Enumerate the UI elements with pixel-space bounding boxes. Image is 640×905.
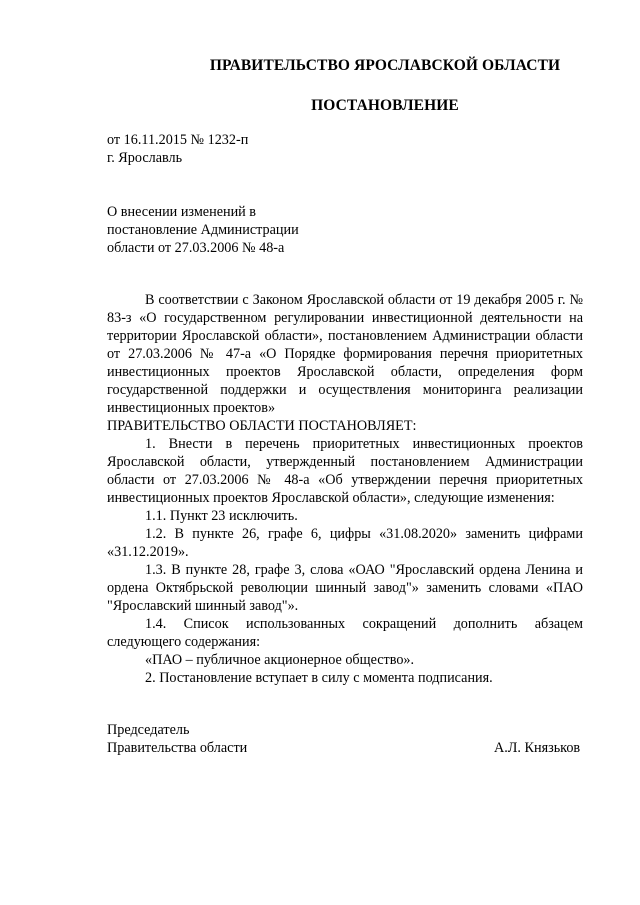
item-1-4: 1.4. Список использованных сокращений дополнить абзацем следующего содержания: [107,616,583,650]
government-heading: ПРАВИТЕЛЬСТВО ЯРОСЛАВСКОЙ ОБЛАСТИ [209,57,561,74]
item-1-1: 1.1. Пункт 23 исключить. [145,508,298,524]
signature-title-line-2: Правительства области [107,740,248,756]
subject-line-2: постановление Администрации [107,222,299,238]
subject-line-1: О внесении изменений в [107,204,257,220]
subject-line-3: области от 27.03.2006 № 48-а [107,240,285,256]
city: г. Ярославль [107,150,183,166]
preamble-paragraph: В соответствии с Законом Ярославской области от 19 декабря 2005 г. № 83-з «О государственном регулировании инвестиционной деятельности на территории Ярославской области», постановлением Администрации области от 27.03.2006 № 47-а «О Порядке формирования перечня приоритетных инвестиционных проектов Ярославской области, определения форм государственной поддержки и осуществления мониторинга реализации инвестиционных проектов» [107,292,583,416]
resolves-line: ПРАВИТЕЛЬСТВО ОБЛАСТИ ПОСТАНОВЛЯЕТ: [107,418,417,434]
item-1: 1. Внести в перечень приоритетных инвестиционных проектов Ярославской области, утвержденный постановлением Администрации области от 27.03.2006 № 48-а «Об утверждении перечня приоритетных инвестиционных проектов Ярославской области», следующие изменения: [107,436,583,506]
item-1-4-quote: «ПАО – публичное акционерное общество». [145,652,415,668]
item-1-2: 1.2. В пункте 26, графе 6, цифры «31.08.2020» заменить цифрами «31.12.2019». [107,526,583,560]
item-1-3: 1.3. В пункте 28, графе 3, слова «ОАО "Ярославский ордена Ленина и ордена Октябрьской революции шинный завод"» заменить словами «ПАО "Ярославский шинный завод"». [107,562,583,614]
signatory-name: А.Л. Князьков [494,740,581,756]
document-type-heading: ПОСТАНОВЛЕНИЕ [311,97,459,114]
document-body [107,291,583,687]
item-2: 2. Постановление вступает в силу с момента подписания. [145,670,493,686]
signature-title [107,721,247,757]
signature-title-line-1: Председатель [107,722,190,738]
date-number: от 16.11.2015 № 1232-п [107,132,249,148]
